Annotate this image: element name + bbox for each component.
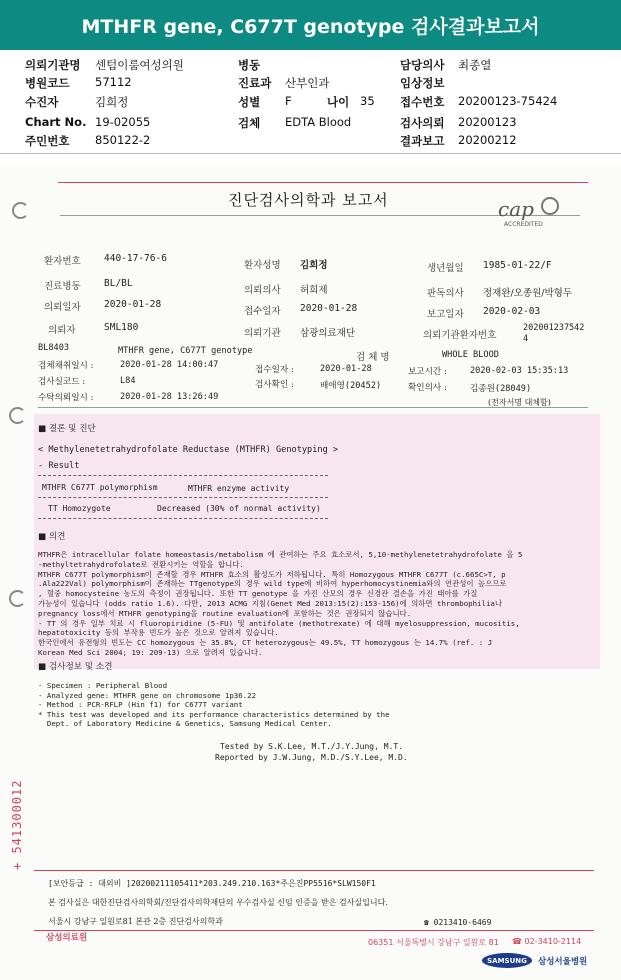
tested-by: Tested by S.K.Lee, M.T./J.Y.Jung, M.T. <box>220 742 404 751</box>
ward-label-doc: 진료병동 <box>44 281 81 292</box>
inst-value: 삼광의료재단 <box>300 328 356 339</box>
cap-logo <box>498 197 559 228</box>
result-title: - Result <box>38 461 80 471</box>
opinion-line: .Ala222Val) polymorphism이 존재하는 TTgenotype의 경우 wild type에 비하여 hyperhomocystinemia와의 연관성이 높으므로 <box>38 579 507 589</box>
opinion-line: 가능성이 있습니다 (odds ratio 1.6). 다만, 2013 ACMG 지침(Genet Med 2013:15(2):153-156)에 의하면 thrombophilia나 <box>38 599 502 608</box>
collect-value: 2020-01-28 14:00:47 <box>120 360 219 370</box>
header-info <box>0 50 621 156</box>
dob-value: 1985-01-22/F <box>483 260 552 271</box>
req-date: 2020-01-28 <box>104 299 162 310</box>
inst-pt-label: 의뢰기관환자번호 <box>423 330 497 341</box>
doctor-label: 담당의사 <box>400 58 445 72</box>
dash-line <box>38 518 328 519</box>
ward-doc: BL/BL <box>104 278 133 289</box>
opinion-section-title: ■ 의견 <box>38 532 66 542</box>
name-label: 환자성명 <box>244 260 281 271</box>
name-value: 김희정 <box>300 260 328 271</box>
result-genotype: TT Homozygote <box>48 504 111 513</box>
acc-label: 접수일자 : <box>255 365 294 375</box>
opinion-line: -methyltetrahydrofolate로 전환시키는 역할을 합니다. <box>38 559 244 569</box>
patient-label: 수진자 <box>25 95 59 109</box>
report-title-bar <box>0 0 621 50</box>
opinion-line: pregnancy loss에서 MTHFR genotyping을 routine evaluation에 포함하는 것은 권장되지 않습니다. <box>38 608 412 618</box>
punch-hole-icon <box>9 590 26 607</box>
surg-label: 수탁의뢰일시 : <box>38 393 94 403</box>
bl-code: BL8403 <box>38 343 70 353</box>
result-header: < Methylenetetrahydrofolate Reductase (MTHFR) Genotyping > <box>38 445 339 455</box>
confirm-doc-label: 확인의사 : <box>408 383 447 393</box>
info-line: * This test was developed and its performance characteristics determined by the <box>38 709 390 719</box>
rec-date-label: 접수일자 <box>244 306 281 317</box>
code-value: 57112 <box>95 75 132 89</box>
hospital-value: 센텀이룸여성의원 <box>95 58 184 72</box>
surg-value: 2020-01-28 13:26:49 <box>120 392 219 402</box>
opinion-line: Korean Med Sci 2004; 19: 209-13) 으로 알려져 있습니다. <box>38 648 263 657</box>
dept-label: 진료과 <box>238 76 272 90</box>
report-title: MTHFR gene, C677T genotype 검사결과보고서 <box>81 15 540 38</box>
info-line: - Specimen : Peripheral Blood <box>38 681 168 690</box>
footer-addr: 서울시 강남구 일원로81 본관 2층 진단검사의학과 <box>48 917 223 926</box>
receipt-label: 접수번호 <box>400 95 445 109</box>
test-name: MTHFR gene, C677T genotype <box>118 346 253 356</box>
sex-label: 성별 <box>238 95 261 109</box>
inst-pt-2: 4 <box>523 334 529 344</box>
interp-value: 정재완/오종원/박형두 <box>483 288 572 299</box>
interp-label: 판독의사 <box>427 288 464 299</box>
info-line: - Analyzed gene: MTHFR gene on chromosome 1p36.22 <box>38 690 257 700</box>
hospital-label: 의뢰기관명 <box>25 58 81 72</box>
req-doc: 허희제 <box>300 285 328 296</box>
sex-value: F <box>285 94 292 108</box>
patient-value: 김희정 <box>95 95 129 109</box>
doctor-value: 최종열 <box>458 58 492 72</box>
requester-label: 의뢰자 <box>48 325 76 336</box>
ward-label: 병동 <box>238 58 261 72</box>
confirm-label: 검사확인 : <box>255 380 294 390</box>
dob-label: 생년월일 <box>427 263 464 274</box>
info-line: - Method : PCR-RFLP (Hin f1) for C677T variant <box>38 700 243 709</box>
collect-label: 검체채취일시 : <box>38 361 94 371</box>
samsung-logo: SAMSUNG <box>482 953 532 968</box>
opinion-line: hepatotoxicity 등의 부작용 빈도가 높은 것으로 알려져 있습니다. <box>38 628 279 638</box>
dept-value: 산부인과 <box>285 76 330 90</box>
rep-time-label: 보고시간 : <box>408 367 447 377</box>
clinical-label: 임상정보 <box>400 76 445 90</box>
code-label: 병원코드 <box>25 76 70 90</box>
dash-line <box>38 497 328 498</box>
acc-value: 2020-01-28 <box>320 364 372 374</box>
inst-label: 의뢰기관 <box>244 328 281 339</box>
cap-accredited: ACCREDITED <box>504 221 543 228</box>
footer-red-line <box>34 870 594 871</box>
divider <box>38 407 588 408</box>
request-value: 20200123 <box>458 115 517 129</box>
confirm-doc: 김종원(28049) <box>470 384 532 394</box>
age-label: 나이 <box>327 95 350 109</box>
opinion-line: 한국인에서 유전형의 빈도는 CC homozygous 는 35.8%, CT heterozygous는 49.5%, TT homozygous 는 14.7% (ref. : J <box>38 638 493 648</box>
opinion-line: MTHFR은 intracellular folate homeostasis/metabolism 에 관여하는 주요 효소로서, 5,10-methylenetetrahydrofolate 을 5 <box>38 550 523 559</box>
header-divider <box>0 153 621 154</box>
confirm-value: 배애영(20452) <box>320 381 382 391</box>
report-date-value: 20200212 <box>458 133 517 147</box>
esign-note: (전자서명 대체함) <box>488 398 551 407</box>
receipt-value: 20200123-75424 <box>458 94 558 108</box>
id-value: 850122-2 <box>95 133 151 147</box>
rep-time: 2020-02-03 15:35:13 <box>470 366 569 376</box>
result-section-title: ■ 결론 및 진단 <box>38 424 96 434</box>
dash-line <box>38 475 328 476</box>
main-phone: ☎ 02-3410-2114 <box>512 937 582 946</box>
opinion-line: - TT 의 경우 일부 치료 시 fluoropiridine (5-FU) 및 antifolate (methotrexate) 에 대해 myelosuppression, mucositis, <box>38 618 520 628</box>
doc-title: 진단검사의학과 보고서 <box>228 191 389 209</box>
footer-tel: ☎ 0213410-6469 <box>424 918 492 927</box>
reported-by: Reported by J.W.Jung, M.D./S.Y.Lee, M.D. <box>215 753 408 762</box>
request-label: 검사의뢰 <box>400 116 445 130</box>
chart-value: 19-02055 <box>95 115 151 129</box>
barcode-number: + 541300012 <box>10 779 24 870</box>
cap-seal-icon <box>541 197 559 215</box>
report-date-label: 결과보고 <box>400 134 445 148</box>
opinion-line: MTHFR C677T polymorphism이 존재할 경우 MTHFR 효소의 활성도가 저하됩니다. 특히 Homozygous MTHFR C677T (c.665C>T, p <box>38 569 506 579</box>
rec-date: 2020-01-28 <box>300 303 358 314</box>
room-value: L84 <box>120 376 136 386</box>
result-activity: Decreased (30% of normal activity) <box>157 504 321 513</box>
opinion-line: , 혈중 homocysteine 농도의 측정이 권장됩니다. 또한 TT genotype 을 가진 산모의 경우 신경관 결손을 가진 태아를 가질 <box>38 589 478 599</box>
specimen-name-label: 검 체 명 <box>356 352 390 363</box>
specimen-label: 검체 <box>238 116 261 130</box>
specimen-value: EDTA Blood <box>285 115 352 129</box>
specimen-name: WHOLE BLOOD <box>442 350 499 360</box>
requester: SML180 <box>104 322 139 333</box>
top-red-line <box>58 182 588 183</box>
samsung-hospital-name: 삼성서울병원 <box>538 957 588 967</box>
chart-label: Chart No. <box>25 115 87 129</box>
cap-logo-text: cap <box>498 197 534 221</box>
result-col1: MTHFR C677T polymorphism <box>42 483 158 492</box>
scanned-report <box>0 165 621 980</box>
report-sheet <box>0 165 621 980</box>
footer-cert: 본 검사실은 대한진단검사의학회/진단검사의학재단의 우수검사실 신임 인증을 받은 검사실입니다. <box>48 898 388 907</box>
patient-no: 440-17-76-6 <box>104 253 167 264</box>
inst-pt-1: 202001237542 <box>523 323 585 333</box>
punch-hole-icon <box>9 407 26 424</box>
bottom-red-line <box>34 930 594 931</box>
patient-no-label: 환자번호 <box>44 256 81 267</box>
result-col2: MTHFR enzyme activity <box>188 484 290 493</box>
room-label: 검사실코드 : <box>38 377 86 387</box>
info-section-title: ■ 검사정보 및 소견 <box>38 662 113 672</box>
req-doc-label: 의뢰의사 <box>244 285 281 296</box>
info-line: Dept. of Laboratory Medicine & Genetics, Samsung Medical Center. <box>38 719 332 728</box>
id-label: 주민번호 <box>25 134 70 148</box>
rep-date: 2020-02-03 <box>483 306 541 317</box>
postal-address: 06351 서울특별시 강남구 일원로 81 <box>368 938 499 947</box>
footer-security: [보안등급 : 대외비 ]20200211105411*203.249.210.163*주은진PP5516*SLW150F1 <box>48 879 376 888</box>
hospital-name-footer: 삼성의료원 <box>46 933 88 943</box>
age-value: 35 <box>360 94 375 108</box>
rep-date-label: 보고일자 <box>427 309 464 320</box>
req-date-label: 의뢰일자 <box>44 302 81 313</box>
punch-hole-icon <box>12 202 29 219</box>
